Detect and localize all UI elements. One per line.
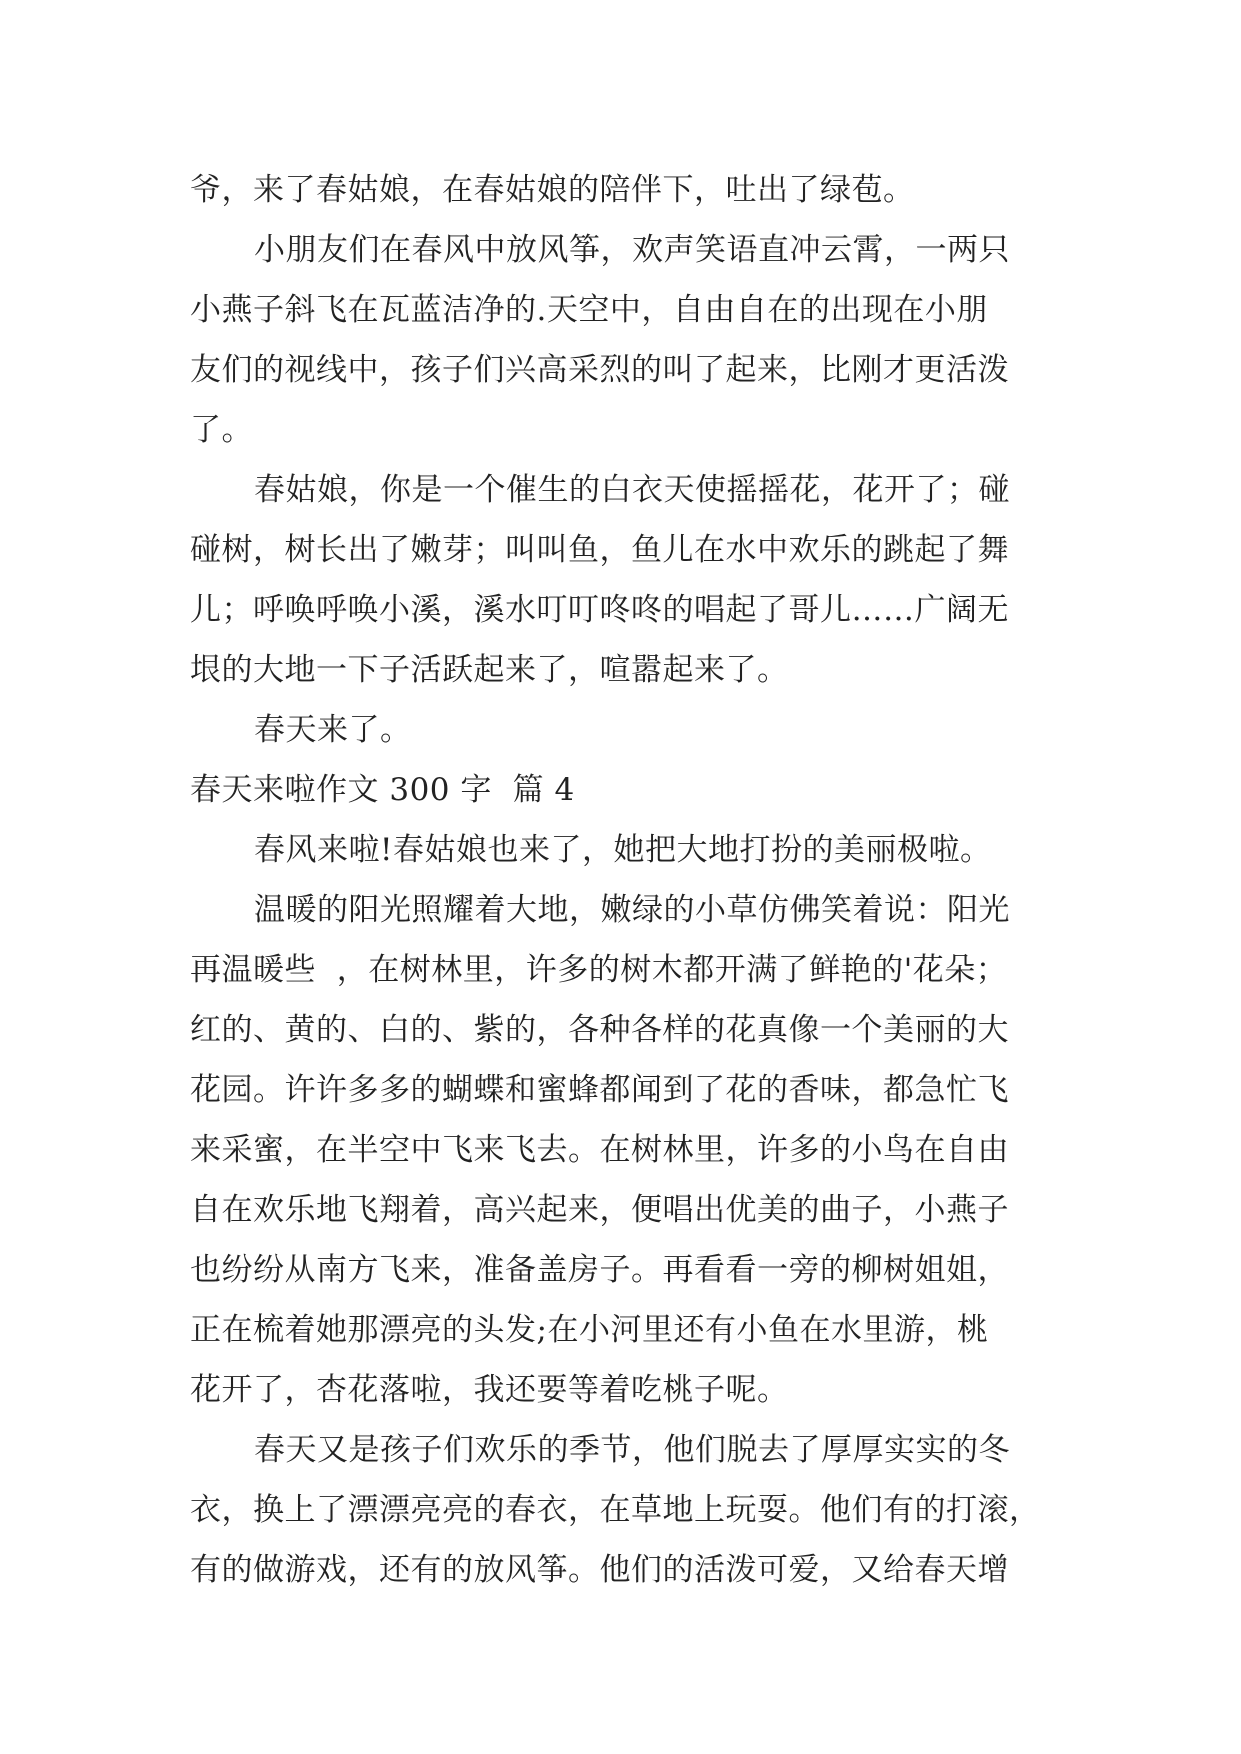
paragraph-start: 春姑娘，你是一个催生的白衣天使摇摇花，花开了；碰 (254, 472, 1010, 508)
paragraph-start: 春风来啦!春姑娘也来了，她把大地打扮的美丽极啦。 (254, 832, 992, 868)
text-line: 也纷纷从南方飞来，准备盖房子。再看看一旁的柳树姐姐， (190, 1252, 1009, 1288)
text-line: 儿；呼唤呼唤小溪，溪水叮叮咚咚的唱起了哥儿……广阔无 (190, 592, 1009, 628)
text-line: 了。 (190, 412, 253, 448)
text-line: 再温暖些 ，在树林里，许多的树木都开满了鲜艳的'花朵； (190, 952, 1008, 988)
text-line: 小燕子斜飞在瓦蓝洁净的.天空中，自由自在的出现在小朋 (190, 292, 988, 328)
text-line: 花开了，杏花落啦，我还要等着吃桃子呢。 (190, 1372, 789, 1408)
text-line: 花园。许许多多的蝴蝶和蜜蜂都闻到了花的香味，都急忙飞 (190, 1072, 1009, 1108)
text-line: 红的、黄的、白的、紫的，各种各样的花真像一个美丽的大 (190, 1012, 1009, 1048)
text-line: 有的做游戏，还有的放风筝。他们的活泼可爱，又给春天增 (190, 1552, 1009, 1588)
section-heading: 春天来啦作文 300 字 篇 4 (190, 772, 575, 808)
text-line: 垠的大地一下子活跃起来了，喧嚣起来了。 (190, 652, 789, 688)
paragraph-start: 春天又是孩子们欢乐的季节，他们脱去了厚厚实实的冬 (254, 1432, 1010, 1468)
paragraph-start: 春天来了。 (254, 712, 412, 748)
text-line: 友们的视线中，孩子们兴高采烈的叫了起来，比刚才更活泼 (190, 352, 1009, 388)
text-line: 来采蜜，在半空中飞来飞去。在树林里，许多的小鸟在自由 (190, 1132, 1009, 1168)
text-line: 爷，来了春姑娘，在春姑娘的陪伴下，吐出了绿苞。 (190, 172, 915, 208)
paragraph-start: 小朋友们在春风中放风筝，欢声笑语直冲云霄，一两只 (254, 232, 1010, 268)
text-line: 自在欢乐地飞翔着，高兴起来，便唱出优美的曲子，小燕子 (190, 1192, 1009, 1228)
text-line: 碰树，树长出了嫩芽；叫叫鱼，鱼儿在水中欢乐的跳起了舞 (190, 532, 1009, 568)
text-line: 正在梳着她那漂亮的头发;在小河里还有小鱼在水里游，桃 (190, 1312, 989, 1348)
text-line: 衣，换上了漂漂亮亮的春衣，在草地上玩耍。他们有的打滚， (190, 1492, 1041, 1528)
paragraph-start: 温暖的阳光照耀着大地，嫩绿的小草仿佛笑着说：阳光 (254, 892, 1010, 928)
